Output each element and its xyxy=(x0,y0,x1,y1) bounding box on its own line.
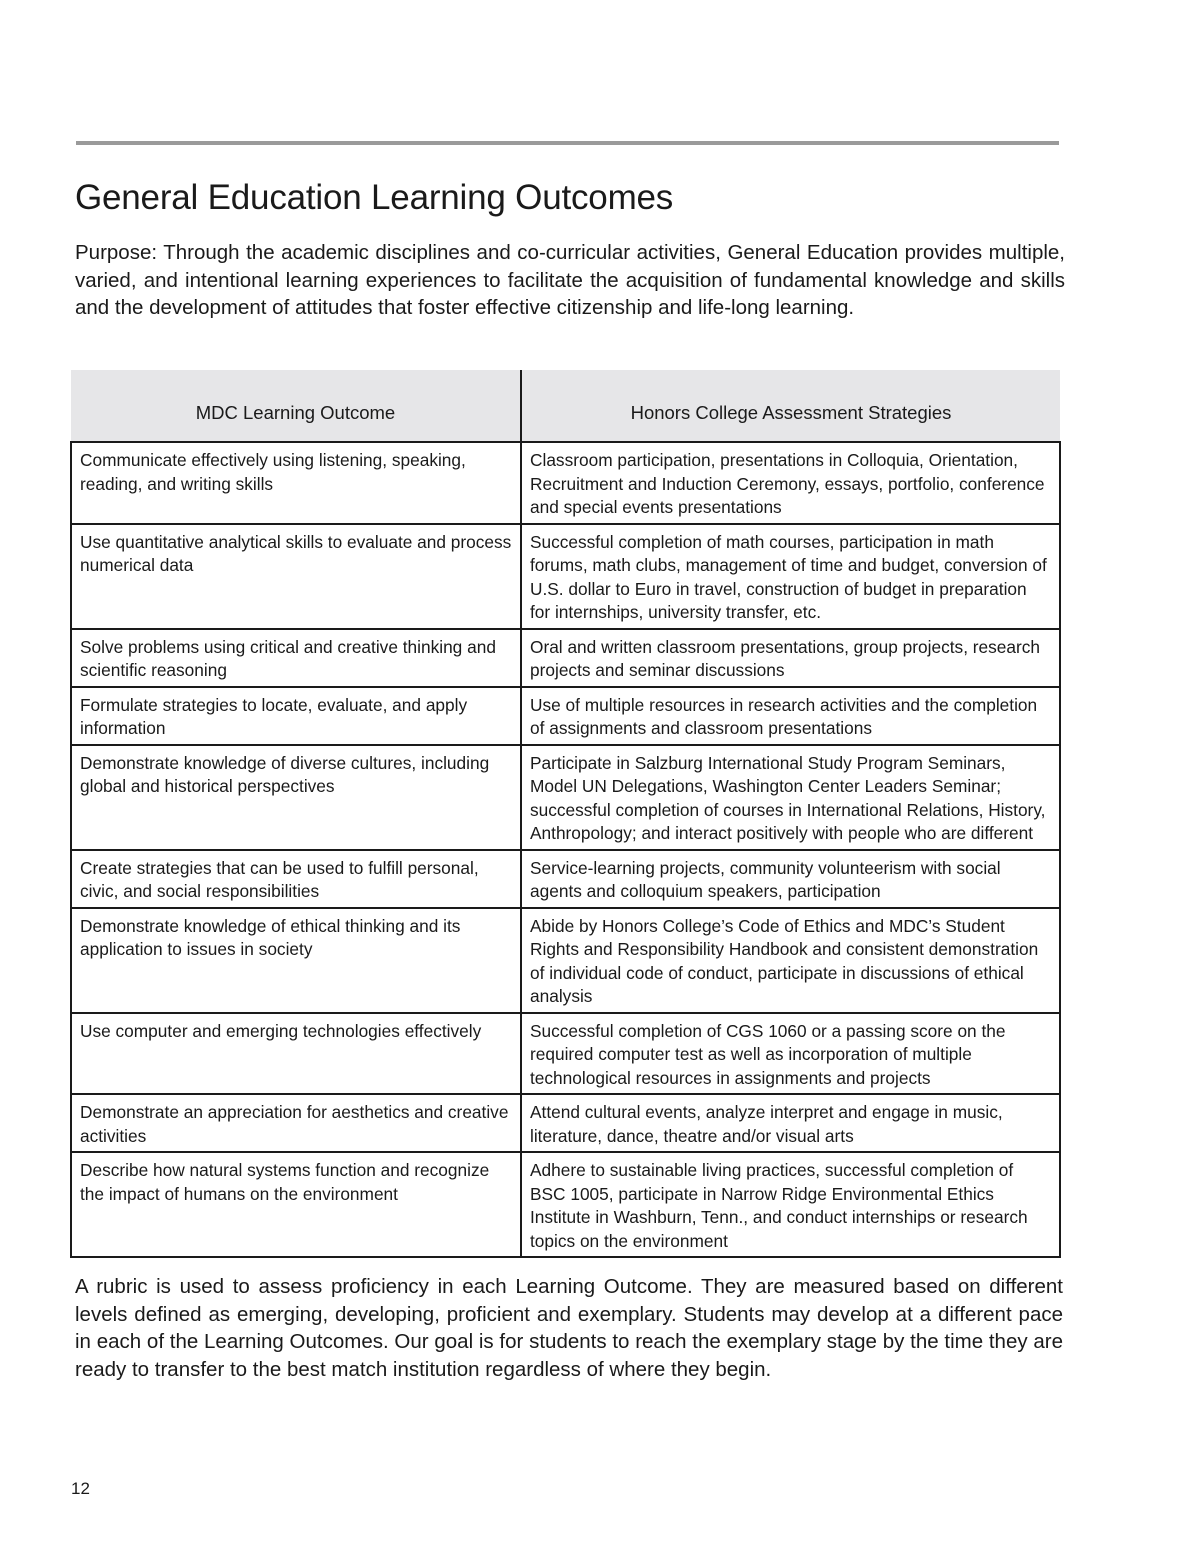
strategy-cell: Classroom participation, presentations in Colloquia, Orientation, Recruitment and Induction Ceremony, essays, portfolio, conference and special events presentations xyxy=(521,442,1060,524)
strategy-cell: Use of multiple resources in research activities and the completion of assignments and classroom presentations xyxy=(521,687,1060,745)
strategy-cell: Service-learning projects, community volunteerism with social agents and colloquium speakers, participation xyxy=(521,850,1060,908)
table-row xyxy=(71,1094,1060,1152)
table-row xyxy=(71,442,1060,524)
table-row xyxy=(71,908,1060,1013)
learning-outcomes-table xyxy=(70,370,1061,1258)
outcome-cell: Use quantitative analytical skills to evaluate and process numerical data xyxy=(71,524,521,629)
outcome-cell: Use computer and emerging technologies effectively xyxy=(71,1013,521,1095)
strategy-cell: Oral and written classroom presentations, group projects, research projects and seminar discussions xyxy=(521,629,1060,687)
table-row xyxy=(71,687,1060,745)
table-row xyxy=(71,1152,1060,1257)
page-title: General Education Learning Outcomes xyxy=(75,178,674,217)
purpose-paragraph: Purpose: Through the academic disciplines and co-curricular activities, General Education provides multiple, varied, and intentional learning experiences to facilitate the acquisition of fundamental knowledge and skills and the development of attitudes that foster effective citizenship and life-long learning. xyxy=(75,241,1065,319)
table-row xyxy=(71,629,1060,687)
strategy-cell: Adhere to sustainable living practices, successful completion of BSC 1005, participate in Narrow Ridge Environmental Ethics Institute in Washburn, Tenn., and conduct internships or research topics on the environment xyxy=(521,1152,1060,1257)
table-header-row xyxy=(71,370,1060,442)
strategy-cell: Participate in Salzburg International Study Program Seminars, Model UN Delegations, Washington Center Leaders Seminar; successful completion of courses in International Relations, History, Anthropology; and interact positively with people who are different xyxy=(521,745,1060,850)
header-mdc-learning-outcome: MDC Learning Outcome xyxy=(71,370,521,442)
table-row xyxy=(71,745,1060,850)
outcome-cell: Formulate strategies to locate, evaluate, and apply information xyxy=(71,687,521,745)
table-row xyxy=(71,1013,1060,1095)
strategy-cell: Attend cultural events, analyze interpret and engage in music, literature, dance, theatre and/or visual arts xyxy=(521,1094,1060,1152)
outcome-cell: Demonstrate knowledge of diverse cultures, including global and historical perspectives xyxy=(71,745,521,850)
outcome-cell: Communicate effectively using listening, speaking, reading, and writing skills xyxy=(71,442,521,524)
strategy-cell: Successful completion of CGS 1060 or a passing score on the required computer test as well as incorporation of multiple technological resources in assignments and projects xyxy=(521,1013,1060,1095)
table-row xyxy=(71,524,1060,629)
table-row xyxy=(71,850,1060,908)
page-number: 12 xyxy=(71,1479,90,1498)
outcome-cell: Solve problems using critical and creative thinking and scientific reasoning xyxy=(71,629,521,687)
top-rule xyxy=(76,141,1059,145)
outcome-cell: Demonstrate knowledge of ethical thinking and its application to issues in society xyxy=(71,908,521,1013)
header-honors-assessment-strategies: Honors College Assessment Strategies xyxy=(521,370,1060,442)
outcome-cell: Demonstrate an appreciation for aesthetics and creative activities xyxy=(71,1094,521,1152)
outcome-cell: Create strategies that can be used to fulfill personal, civic, and social responsibilities xyxy=(71,850,521,908)
strategy-cell: Successful completion of math courses, participation in math forums, math clubs, management of time and budget, conversion of U.S. dollar to Euro in travel, construction of budget in preparation for internships, university transfer, etc. xyxy=(521,524,1060,629)
strategy-cell: Abide by Honors College’s Code of Ethics and MDC’s Student Rights and Responsibility Handbook and consistent demonstration of individual code of conduct, participate in discussions of ethical analysis xyxy=(521,908,1060,1013)
closing-paragraph: A rubric is used to assess proficiency in each Learning Outcome. They are measured based on different levels defined as emerging, developing, proficient and exemplary. Students may develop at a different pace in each of the Learning Outcomes. Our goal is for students to reach the exemplary stage by the time they are ready to transfer to the best match institution regardless of where they begin. xyxy=(75,1275,1063,1381)
outcome-cell: Describe how natural systems function and recognize the impact of humans on the environment xyxy=(71,1152,521,1257)
